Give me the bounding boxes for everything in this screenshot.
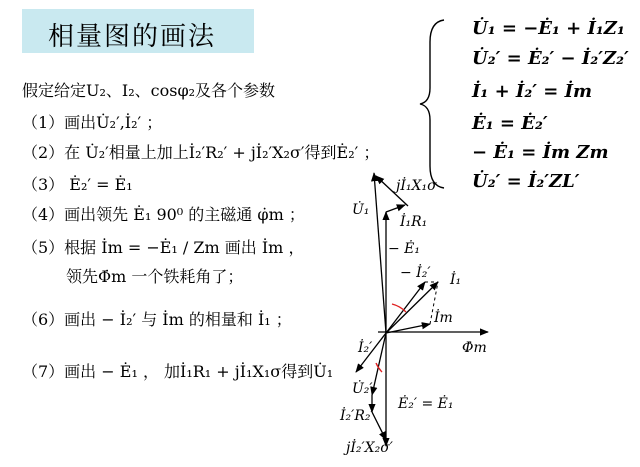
step-6: （6）画出 − İ₂′ 与 İm 的相量和 İ₁ ；	[22, 310, 292, 329]
step-7: （7）画出 − Ė₁ ， 加İ₁R₁ + jİ₁X₁σ得到U̇₁	[22, 362, 334, 381]
label-ji2x2s: jİ₂′X₂σ′	[346, 440, 393, 456]
intro-text: 假定给定U₂、I₂、cosφ₂及各个参数	[22, 81, 276, 100]
label-i1r1: İ₁R₁	[400, 214, 428, 230]
label-u2: U̇₂′	[352, 381, 373, 397]
slide-title: 相量图的画法	[48, 22, 217, 52]
ji2x2s-vector	[372, 412, 386, 440]
step-4: （4）画出领先 Ė₁ 90⁰ 的主磁通 φ̇m ；	[22, 205, 305, 224]
label-neg-e1: − Ė₁	[388, 241, 421, 257]
i1r1-vector	[386, 205, 405, 212]
equation-3: İ₁ + İ₂′ = İm	[472, 81, 593, 102]
label-neg-i2: − İ₂′	[400, 265, 431, 281]
label-i2: İ₂′	[358, 340, 373, 356]
label-im: İm	[434, 310, 453, 326]
equation-2: U̇₂′ = Ė₂′ − İ₂′Z₂′	[472, 48, 629, 69]
step-2: （2）在 U̇₂′相量上加上İ₂′R₂′ + jİ₂′X₂σ′得到Ė₂′ ；	[22, 143, 380, 162]
label-u1: U̇₁	[352, 202, 370, 218]
step-5-cont: 领先Φ̇m 一个铁耗角了；	[66, 267, 244, 286]
label-i2r2: İ₂′R₂′	[340, 408, 374, 424]
step-3: （3） Ė₂′ = Ė₁	[22, 175, 133, 194]
label-phim: Φ̇m	[462, 340, 487, 356]
label-i1: İ₁	[450, 272, 462, 288]
equation-4: Ė₁ = Ė₂′	[472, 113, 548, 134]
equation-5: − Ė₁ = İm Zm	[472, 142, 609, 163]
equation-6: U̇₂′ = İ₂′ZL′	[472, 171, 580, 192]
label-e2-eq-e1: Ė₂′ = Ė₁	[398, 396, 454, 412]
i1-vector	[386, 282, 438, 333]
label-ji1x1s: jİ₁X₁σ	[396, 178, 437, 194]
equation-1: U̇₁ = −Ė₁ + İ₁Z₁	[472, 18, 625, 39]
step-5: （5）根据 İm = −Ė₁ / Zm 画出 İm ，	[22, 238, 305, 257]
step-1: （1）画出U̇₂′,İ₂′ ；	[22, 113, 163, 132]
neg-i2-vector	[386, 282, 425, 333]
angle-arc-upper	[392, 304, 406, 312]
u1-vector	[374, 173, 386, 333]
